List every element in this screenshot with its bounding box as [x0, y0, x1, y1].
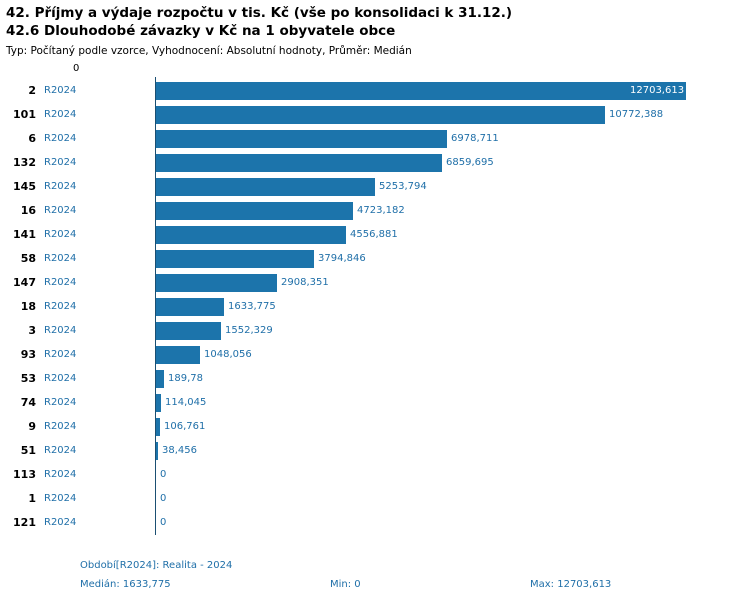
bar-row [0, 271, 750, 295]
bar-value-label: 10772,388 [609, 109, 664, 120]
bar-value-label: 4556,881 [350, 229, 398, 240]
bar-row [0, 511, 750, 535]
bar-container [156, 394, 746, 412]
bar-row [0, 175, 750, 199]
bar-row [0, 223, 750, 247]
bar-container [156, 250, 746, 268]
bar-container [156, 346, 746, 364]
bar[interactable] [156, 370, 164, 388]
bar-row [0, 463, 750, 487]
row-category-label: 93 [20, 348, 36, 361]
bar-row [0, 295, 750, 319]
bar-container [156, 370, 746, 388]
row-period-label: R2024 [44, 181, 77, 192]
bar-rows [0, 79, 750, 535]
bar[interactable] [156, 226, 346, 244]
bar-value-label: 5253,794 [379, 181, 427, 192]
bar-row [0, 151, 750, 175]
bar[interactable] [156, 202, 353, 220]
bar-value-label: 38,456 [162, 445, 197, 456]
bar-container [156, 178, 746, 196]
row-period-label: R2024 [44, 109, 77, 120]
bar-container [156, 490, 746, 508]
row-period-label: R2024 [44, 253, 77, 264]
legend-entry: Období[R2024]: Realita - 2024 [80, 560, 233, 571]
bar-value-label: 114,045 [165, 397, 207, 408]
row-period-label: R2024 [44, 277, 77, 288]
bar-row [0, 487, 750, 511]
bar-row [0, 79, 750, 103]
row-period-label: R2024 [44, 301, 77, 312]
row-category-label: 101 [13, 108, 36, 121]
row-period-label: R2024 [44, 373, 77, 384]
bar[interactable] [156, 298, 224, 316]
bar-value-label: 0 [160, 493, 167, 504]
page-title: 42. Příjmy a výdaje rozpočtu v tis. Kč (vše po konsolidaci k 31.12.) [6, 5, 513, 21]
bar-value-label: 3794,846 [318, 253, 366, 264]
bar-row [0, 439, 750, 463]
row-category-label: 121 [13, 516, 36, 529]
chart-subtitle-title: 42.6 Dlouhodobé závazky v Kč na 1 obyvatele obce [6, 23, 396, 39]
bar-container [156, 514, 746, 532]
row-period-label: R2024 [44, 349, 77, 360]
median-label: Medián: 1633,775 [80, 579, 171, 590]
bar-value-label: 0 [160, 469, 167, 480]
bar-container [156, 202, 746, 220]
row-category-label: 147 [13, 276, 36, 289]
row-period-label: R2024 [44, 85, 77, 96]
row-period-label: R2024 [44, 229, 77, 240]
bar-row [0, 343, 750, 367]
row-category-label: 74 [20, 396, 36, 409]
row-period-label: R2024 [44, 421, 77, 432]
bar-row [0, 199, 750, 223]
bar[interactable] [156, 274, 277, 292]
bar-container [156, 130, 746, 148]
row-period-label: R2024 [44, 157, 77, 168]
bar-container [156, 106, 746, 124]
bar-value-label: 189,78 [168, 373, 203, 384]
bar[interactable] [156, 130, 447, 148]
bar-container [156, 418, 746, 436]
bar[interactable] [156, 250, 314, 268]
bar[interactable] [156, 322, 221, 340]
bar-container [156, 274, 746, 292]
bar[interactable] [156, 106, 605, 124]
bar-row [0, 127, 750, 151]
row-period-label: R2024 [44, 325, 77, 336]
row-category-label: 141 [13, 228, 36, 241]
bar-value-label: 6978,711 [451, 133, 499, 144]
row-category-label: 132 [13, 156, 36, 169]
bar-container [156, 226, 746, 244]
row-category-label: 18 [20, 300, 36, 313]
bar-value-label: 6859,695 [446, 157, 494, 168]
bar-value-label: 12703,613 [630, 85, 685, 96]
bar-container [156, 442, 746, 460]
row-category-label: 1 [28, 492, 36, 505]
chart-plot-area [0, 63, 750, 533]
bar-value-label: 106,761 [164, 421, 206, 432]
bar-container [156, 82, 746, 100]
bar[interactable] [156, 154, 442, 172]
row-period-label: R2024 [44, 205, 77, 216]
bar[interactable] [156, 346, 200, 364]
bar-row [0, 367, 750, 391]
axis-zero-label: 0 [73, 63, 80, 74]
chart-parameters: Typ: Počítaný podle vzorce, Vyhodnocení: Absolutní hodnoty, Průměr: Medián [6, 45, 412, 57]
bar-row [0, 415, 750, 439]
row-category-label: 58 [20, 252, 36, 265]
row-period-label: R2024 [44, 517, 77, 528]
row-period-label: R2024 [44, 493, 77, 504]
row-category-label: 2 [28, 84, 36, 97]
row-period-label: R2024 [44, 397, 77, 408]
row-category-label: 145 [13, 180, 36, 193]
bar-row [0, 391, 750, 415]
row-category-label: 51 [20, 444, 36, 457]
row-category-label: 3 [28, 324, 36, 337]
row-category-label: 113 [13, 468, 36, 481]
bar[interactable] [156, 178, 375, 196]
bar-value-label: 0 [160, 517, 167, 528]
bar-container [156, 466, 746, 484]
bar[interactable] [156, 82, 686, 100]
row-period-label: R2024 [44, 133, 77, 144]
bar-value-label: 2908,351 [281, 277, 329, 288]
bar-container [156, 322, 746, 340]
bar-value-label: 1633,775 [228, 301, 276, 312]
chart-header [0, 0, 750, 59]
bar-row [0, 103, 750, 127]
bar-value-label: 4723,182 [357, 205, 405, 216]
bar-container [156, 298, 746, 316]
bar-row [0, 319, 750, 343]
bar-container [156, 154, 746, 172]
bar-value-label: 1552,329 [225, 325, 273, 336]
row-period-label: R2024 [44, 469, 77, 480]
min-label: Min: 0 [330, 579, 361, 590]
row-category-label: 53 [20, 372, 36, 385]
row-category-label: 9 [28, 420, 36, 433]
row-category-label: 16 [20, 204, 36, 217]
max-label: Max: 12703,613 [530, 579, 612, 590]
row-period-label: R2024 [44, 445, 77, 456]
row-category-label: 6 [28, 132, 36, 145]
bar-row [0, 247, 750, 271]
bar-value-label: 1048,056 [204, 349, 252, 360]
